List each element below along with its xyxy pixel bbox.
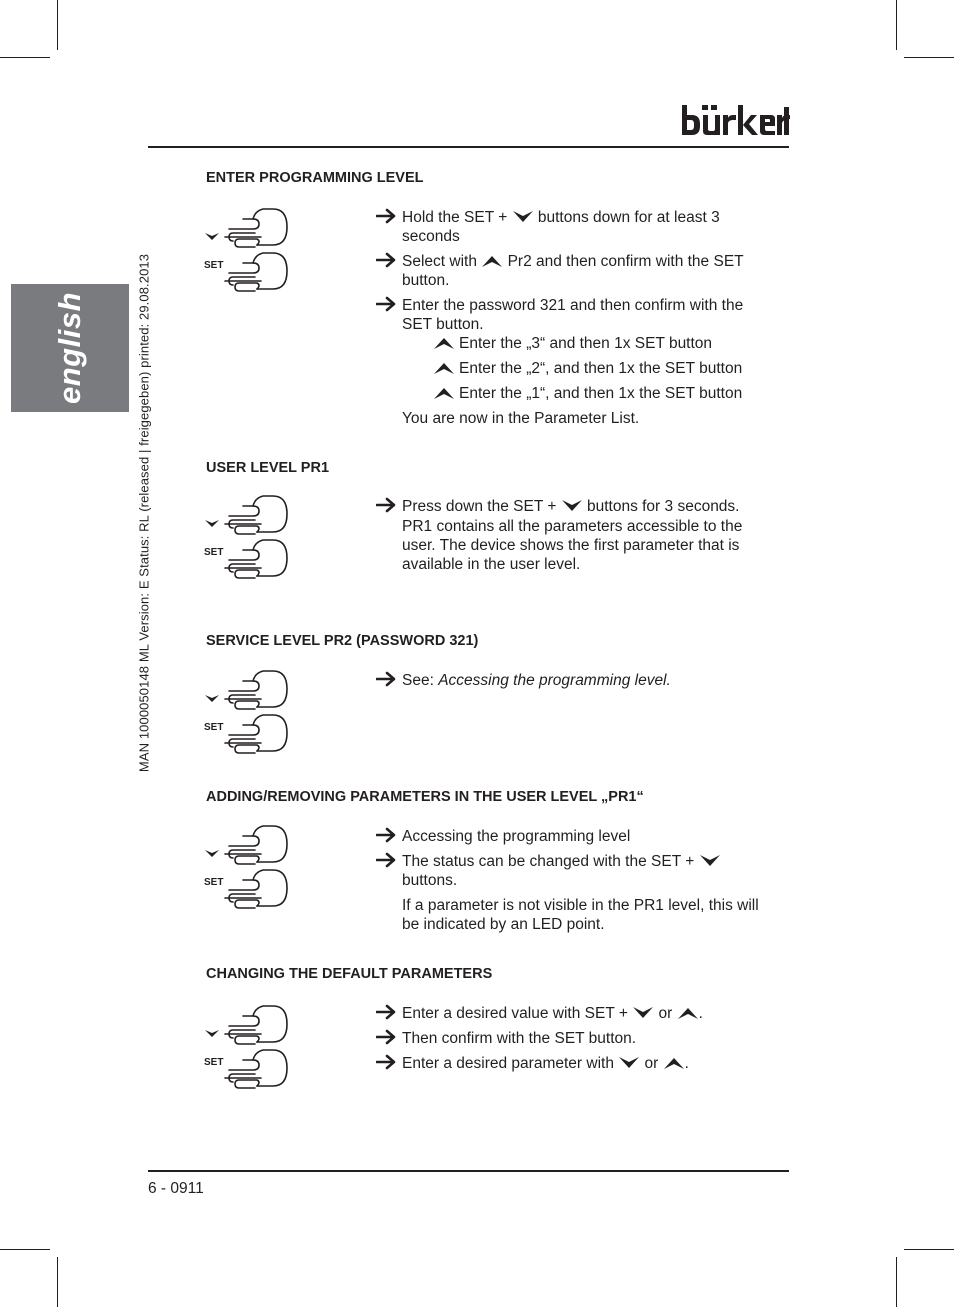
section-heading: CHANGING THE DEFAULT PARAMETERS — [206, 966, 493, 982]
set-label: SET — [204, 877, 224, 888]
document-info: MAN 1000050148 ML Version: E Status: RL (released | freigegeben) printed: 29.08.2013 — [136, 253, 152, 773]
set-down-hands-figure — [203, 669, 293, 759]
section-heading: USER LEVEL PR1 — [206, 460, 330, 476]
set-label: SET — [204, 722, 224, 733]
crop-mark — [904, 57, 954, 58]
instruction-line: available in the user level. — [402, 556, 581, 573]
right-arrow-icon — [376, 208, 402, 228]
instruction-line: Hold the SET + buttons down for at least 3 — [376, 208, 720, 228]
down-arrow-icon — [618, 1056, 640, 1070]
right-arrow-icon — [376, 1004, 402, 1024]
crop-mark — [0, 57, 50, 58]
instruction-line: seconds — [402, 228, 460, 245]
instruction-line: Press down the SET + buttons for 3 seconds. — [376, 497, 740, 517]
instruction-line: Accessing the programming level — [376, 827, 630, 847]
page-number: 6 - 0911 — [148, 1180, 204, 1197]
crop-mark — [896, 1257, 897, 1307]
crop-mark — [0, 1249, 50, 1250]
crop-mark — [57, 1257, 58, 1307]
instruction-line: PR1 contains all the parameters accessible to the — [402, 518, 743, 535]
right-arrow-icon — [376, 671, 402, 691]
up-arrow-icon — [433, 386, 455, 400]
instruction-line: SET button. — [402, 316, 484, 333]
instruction-line: Enter the password 321 and then confirm with the — [376, 296, 743, 316]
set-label: SET — [204, 260, 224, 271]
instruction-note: If a parameter is not visible in the PR1 level, this will — [402, 897, 759, 914]
down-arrow-icon — [632, 1006, 654, 1020]
up-arrow-icon — [481, 254, 503, 268]
up-arrow-icon — [433, 361, 455, 375]
sub-step: Enter the „2“, and then 1x the SET button — [433, 359, 742, 379]
right-arrow-icon — [376, 827, 402, 847]
set-label: SET — [204, 1057, 224, 1068]
sub-step: Enter the „3“ and then 1x SET button — [433, 334, 712, 354]
section-heading: SERVICE LEVEL PR2 (PASSWORD 321) — [206, 633, 479, 649]
right-arrow-icon — [376, 852, 402, 872]
instruction-line: Enter a desired parameter with or . — [376, 1054, 689, 1074]
language-tab-label: english — [52, 291, 87, 405]
crop-mark — [896, 0, 897, 50]
instruction-line: Then confirm with the SET button. — [376, 1029, 636, 1049]
pointing-hand-icon — [203, 1004, 293, 1094]
set-down-hands-figure — [203, 824, 293, 914]
set-down-hands-figure — [203, 1004, 293, 1094]
instruction-line: user. The device shows the first parameter that is — [402, 537, 740, 554]
set-down-hands-figure — [203, 494, 293, 584]
instruction-line: buttons. — [402, 872, 458, 889]
instruction-line: The status can be changed with the SET + — [376, 852, 721, 872]
right-arrow-icon — [376, 1054, 402, 1074]
section-heading: ADDING/REMOVING PARAMETERS IN THE USER LEVEL „PR1“ — [206, 789, 644, 805]
sub-step: Enter the „1“, and then 1x the SET button — [433, 384, 742, 404]
footer-rule — [148, 1170, 789, 1172]
crop-mark — [904, 1249, 954, 1250]
instruction-line: button. — [402, 272, 450, 289]
down-arrow-icon — [699, 854, 721, 868]
down-arrow-icon — [512, 210, 534, 224]
pointing-hand-icon — [203, 207, 293, 297]
instruction-line: See: Accessing the programming level. — [376, 671, 671, 691]
up-arrow-icon — [677, 1006, 699, 1020]
instruction-note: You are now in the Parameter List. — [402, 410, 640, 427]
down-arrow-icon — [561, 499, 583, 513]
section-heading: ENTER PROGRAMMING LEVEL — [206, 170, 424, 186]
crop-mark — [57, 0, 58, 50]
right-arrow-icon — [376, 252, 402, 272]
instruction-line: Select with Pr2 and then confirm with the SET — [376, 252, 744, 272]
up-arrow-icon — [663, 1056, 685, 1070]
header-rule — [148, 146, 789, 148]
cross-reference: Accessing the programming level. — [438, 672, 671, 689]
right-arrow-icon — [376, 497, 402, 517]
pointing-hand-icon — [203, 669, 293, 759]
set-down-hands-figure — [203, 207, 293, 297]
right-arrow-icon — [376, 1029, 402, 1049]
pointing-hand-icon — [203, 824, 293, 914]
pointing-hand-icon — [203, 494, 293, 584]
set-label: SET — [204, 547, 224, 558]
instruction-line: Enter a desired value with SET + or . — [376, 1004, 703, 1024]
instruction-note: be indicated by an LED point. — [402, 916, 605, 933]
burkert-logo — [680, 105, 790, 139]
right-arrow-icon — [376, 296, 402, 316]
up-arrow-icon — [433, 336, 455, 350]
